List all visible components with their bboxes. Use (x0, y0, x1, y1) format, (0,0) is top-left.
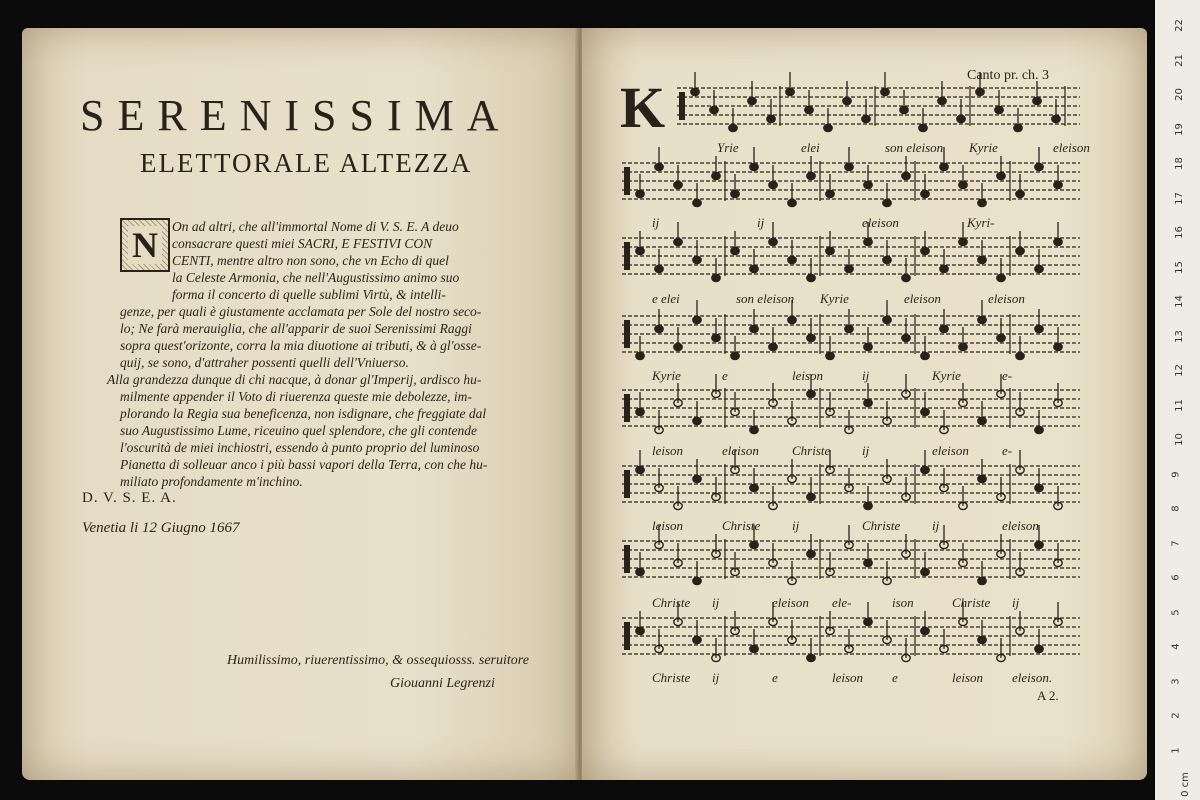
ruler-number: 0 cm (1179, 772, 1191, 797)
lyric-word: ij (757, 215, 765, 230)
clef-mark (624, 622, 630, 650)
lyric-word: ij (712, 670, 720, 685)
ruler-number: 9 (1170, 470, 1182, 478)
ruler-number: 10 (1173, 433, 1185, 446)
lyric-word: Christe (952, 595, 991, 610)
lyric-word: e (772, 670, 778, 685)
ruler-number: 21 (1173, 53, 1185, 67)
paragraph-line: sopra quest'orizonte, corra la mia diuotione ai tributi, & à gl'osse- (120, 338, 482, 353)
paragraph-line: genze, per quali è giustamente acclamata per Sole del nostro seco- (120, 304, 482, 319)
signature-name: Giouanni Legrenzi (390, 676, 495, 691)
ornamental-dropcap (120, 218, 170, 272)
ruler-number: 20 (1173, 88, 1185, 101)
lyric-word: e (892, 670, 898, 685)
paragraph-line: la Celeste Armonia, che nell'Augustissimo animo suo (172, 270, 460, 285)
ruler-number: 1 (1170, 746, 1182, 754)
lyric-word: e (722, 368, 728, 383)
lyric-word: eleison (1053, 140, 1090, 155)
lyric-word: leison (832, 670, 864, 685)
measuring-ruler (1155, 0, 1200, 800)
ruler-number: 18 (1173, 157, 1185, 170)
lyric-word: eleison (932, 443, 969, 458)
lyric-word: Christe (722, 518, 761, 533)
clef-mark (624, 394, 630, 422)
ruler-number: 5 (1170, 608, 1182, 616)
title-line-1: SERENISSIMA (80, 91, 512, 140)
paragraph-line: miliato profondamente m'inchino. (120, 474, 303, 489)
ruler-number: 14 (1173, 295, 1185, 308)
lyric-word: Christe (862, 518, 901, 533)
dedication-initials: D. V. S. E. A. (82, 490, 177, 506)
clef-mark (624, 167, 630, 195)
lyric-word: Kyrie (820, 291, 849, 306)
lyric-word: Christe (652, 670, 691, 685)
paragraph-line: Pianetta di solleuar anco i più bassi vapori della Terra, con che hu- (120, 457, 488, 472)
lyric-word: leison (952, 670, 984, 685)
running-head-text: Canto pr. ch. (967, 68, 1039, 83)
lyric-word: Kyri- (967, 215, 995, 230)
ruler-number: 15 (1173, 260, 1185, 274)
paragraph-line: l'oscurità de miei inchiostri, essendo à punto proprio del luminoso (120, 440, 480, 455)
lyric-word: ij (1012, 595, 1020, 610)
initial-k: K (620, 75, 666, 140)
lyric-word: Kyrie (969, 140, 998, 155)
lyric-word: Christe (652, 595, 691, 610)
ruler-number: 3 (1170, 677, 1182, 685)
lyric-word: eleison (904, 291, 941, 306)
ruler-number: 11 (1173, 398, 1185, 412)
lyric-word: ij (792, 518, 800, 533)
ruler-number: 7 (1170, 539, 1182, 547)
closing-salutation: Humilissimo, riuerentissimo, & ossequiosss. seruitore (227, 653, 529, 668)
clef-mark (624, 545, 630, 573)
paragraph-line: CENTI, mentre altro non sono, che vn Echo di quel (172, 253, 449, 268)
lyric-word: son eleison (736, 291, 795, 306)
clef-mark (679, 92, 685, 120)
paragraph-line: consacrare questi miei SACRI, E FESTIVI CON (172, 236, 433, 251)
lyric-word: eleison. (1012, 670, 1053, 685)
lyric-word: e- (1002, 368, 1013, 383)
lyric-word: leison (652, 518, 684, 533)
book-spread (22, 28, 1147, 788)
paragraph-line: Alla grandezza dunque di chi nacque, à donar gl'Imperij, ardisco hu- (107, 372, 482, 387)
lyric-word: Kyrie (932, 368, 961, 383)
paragraph-line: lo; Ne farà merauiglia, che all'apparir de suoi Serenissimi Raggi (120, 321, 472, 336)
lyric-word: Christe (792, 443, 831, 458)
paragraph-line: On ad altri, che all'immortal Nome di V. S. E. A deuo (172, 219, 459, 234)
lyric-word: eleison (988, 291, 1025, 306)
paragraph-line: forma il concerto di quelle sublimi Virtù, & intelli- (172, 287, 446, 302)
lyric-word: ison (892, 595, 914, 610)
lyric-word: eleison (862, 215, 899, 230)
ruler-number: 16 (1173, 226, 1185, 239)
title-line-2: ELETTORALE ALTEZZA (140, 148, 473, 178)
ruler-number: 2 (1170, 712, 1182, 719)
lyric-word: elei (801, 140, 820, 155)
lyric-word: eleison (722, 443, 759, 458)
ruler-number: 19 (1173, 122, 1185, 136)
signature-mark: A 2. (1037, 688, 1059, 703)
ruler-number: 22 (1173, 19, 1185, 32)
lyric-word: ij (652, 215, 660, 230)
clef-mark (624, 242, 630, 270)
lyric-word: son eleison (885, 140, 944, 155)
lyric-word: ij (712, 595, 720, 610)
lyric-word: Kyrie (652, 368, 681, 383)
lyric-word: leison (652, 443, 684, 458)
paragraph-line: quij, se sono, d'attraher possenti quelli dell'Vniuerso. (120, 355, 409, 370)
ruler-number: 13 (1173, 329, 1185, 343)
lyric-word: ele- (832, 595, 852, 610)
lyric-word: ij (932, 518, 940, 533)
lyric-word: e- (1002, 443, 1013, 458)
clef-mark (624, 470, 630, 498)
lyric-word: ij (862, 368, 870, 383)
ruler-number: 17 (1173, 191, 1185, 205)
paragraph-line: milmente appender il Voto di riuerenza queste mie debolezze, im- (120, 389, 472, 404)
ruler-number: 12 (1173, 364, 1185, 377)
lyric-word: eleison (1002, 518, 1039, 533)
left-page (22, 28, 578, 780)
date-line: Venetia li 12 Giugno 1667 (82, 520, 240, 536)
ruler-number: 4 (1170, 643, 1182, 650)
dropcap-letter: N (128, 226, 162, 264)
ruler-number: 6 (1170, 574, 1182, 581)
right-page (582, 28, 1147, 780)
paragraph-line: plorando la Regia sua beneficenza, non isdignare, che freggiate dal (120, 406, 487, 421)
ruler-number: 8 (1170, 505, 1182, 512)
clef-mark (624, 320, 630, 348)
lyric-word: ij (862, 443, 870, 458)
lyric-word: eleison (772, 595, 809, 610)
lyric-word: leison (792, 368, 824, 383)
lyric-word: e elei (652, 291, 680, 306)
lyric-word: Yrie (717, 140, 739, 155)
page-number: 3 (1042, 68, 1050, 83)
paragraph-line: suo Augustissimo Lume, riceuino quel splendore, che gli contende (120, 423, 477, 438)
